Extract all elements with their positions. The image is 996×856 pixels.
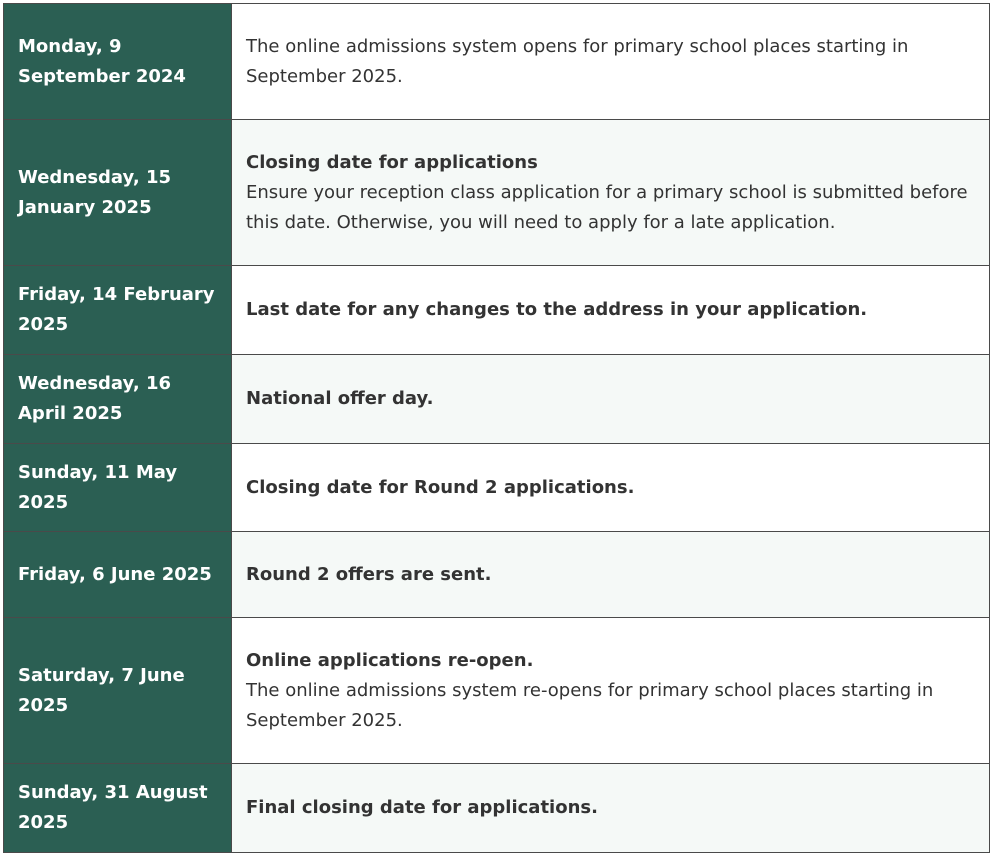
table-row (4, 355, 990, 444)
description-title: Last date for any changes to the address in your application. (246, 299, 868, 320)
date-cell: Friday, 6 June 2025 (4, 532, 232, 618)
description-cell (232, 618, 990, 764)
date-cell: Wednesday, 15 January 2025 (4, 120, 232, 266)
date-cell: Sunday, 11 May 2025 (4, 444, 232, 532)
admissions-timeline-table (3, 3, 990, 853)
description-cell (232, 355, 990, 444)
date-cell: Monday, 9 September 2024 (4, 4, 232, 120)
description-title: Final closing date for applications. (246, 797, 598, 818)
description-text: The online admissions system opens for primary school places starting in September 2025. (246, 35, 909, 87)
date-cell: Friday, 14 February 2025 (4, 266, 232, 355)
table-row (4, 120, 990, 266)
description-cell (232, 120, 990, 266)
table-row (4, 618, 990, 764)
description-title: Round 2 offers are sent. (246, 563, 492, 585)
description-cell (232, 4, 990, 120)
description-text: Ensure your reception class application for a primary school is submitted before this date. Otherwise, you will need to apply for a late application. (246, 181, 968, 233)
description-cell (232, 266, 990, 355)
table-row (4, 764, 990, 853)
description-title: National offer day. (246, 388, 434, 409)
description-cell (232, 532, 990, 618)
date-cell: Wednesday, 16 April 2025 (4, 355, 232, 444)
description-title: Closing date for applications (246, 151, 538, 173)
date-cell: Sunday, 31 August 2025 (4, 764, 232, 853)
description-cell (232, 444, 990, 532)
description-text: The online admissions system re-opens for primary school places starting in September 2025. (246, 679, 934, 731)
date-cell: Saturday, 7 June 2025 (4, 618, 232, 764)
table-row (4, 444, 990, 532)
description-title: Online applications re-open. (246, 649, 534, 671)
table-row (4, 266, 990, 355)
table-row (4, 4, 990, 120)
description-title: Closing date for Round 2 applications. (246, 476, 635, 498)
table-row (4, 532, 990, 618)
description-cell (232, 764, 990, 853)
